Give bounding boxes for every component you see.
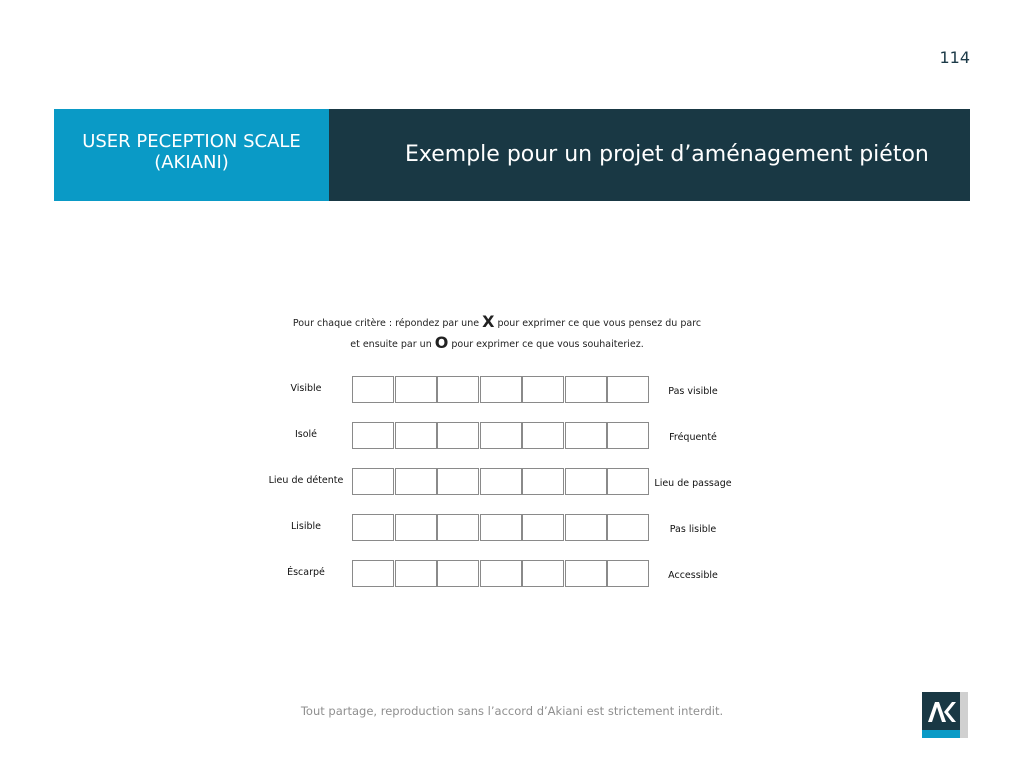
scale-boxes [352, 422, 650, 449]
rating-box[interactable] [607, 376, 649, 403]
scale-boxes [352, 560, 650, 587]
scale-left-label: Visible [290, 383, 322, 394]
instructions-line1-before: Pour chaque critère : répondez par une [292, 318, 483, 329]
rating-box[interactable] [565, 376, 607, 403]
rating-box[interactable] [565, 560, 607, 587]
akiani-logo-icon [922, 692, 968, 738]
rating-box[interactable] [395, 560, 437, 587]
instructions-line1-after: pour exprimer ce que vous pensez du parc [494, 318, 702, 329]
rating-box[interactable] [522, 560, 564, 587]
scale-row [0, 468, 1024, 496]
rating-box[interactable] [480, 514, 522, 541]
rating-box[interactable] [565, 468, 607, 495]
o-mark: O [434, 333, 449, 352]
rating-box[interactable] [437, 422, 479, 449]
rating-box[interactable] [437, 560, 479, 587]
scale-right-label: Accessible [668, 570, 718, 581]
rating-box[interactable] [480, 422, 522, 449]
header-left-line1: USER PECEPTION SCALE [82, 131, 301, 152]
rating-box[interactable] [480, 376, 522, 403]
scale-left-label: Lieu de détente [268, 475, 344, 486]
rating-box[interactable] [565, 422, 607, 449]
scale-row [0, 560, 1024, 588]
header-left-line2: (AKIANI) [154, 152, 229, 173]
instructions-line2-after: pour exprimer ce que vous souhaiteriez. [448, 339, 644, 350]
header-left-panel [54, 109, 329, 201]
rating-box[interactable] [437, 376, 479, 403]
rating-box[interactable] [395, 514, 437, 541]
rating-box[interactable] [437, 468, 479, 495]
scale-row [0, 376, 1024, 404]
instructions-line2-before: et ensuite par un [350, 339, 435, 350]
scale-left-label: Éscarpé [287, 567, 325, 578]
scale-boxes [352, 468, 650, 495]
rating-box[interactable] [480, 468, 522, 495]
scale-right-label: Lieu de passage [654, 478, 732, 489]
page-number: 114 [939, 48, 970, 67]
scale-right-label: Fréquenté [669, 432, 717, 443]
rating-box[interactable] [607, 468, 649, 495]
rating-box[interactable] [437, 514, 479, 541]
scale-row [0, 514, 1024, 542]
rating-box[interactable] [395, 468, 437, 495]
rating-box[interactable] [352, 376, 394, 403]
rating-box[interactable] [395, 376, 437, 403]
scale-boxes [352, 514, 650, 541]
rating-box[interactable] [522, 468, 564, 495]
scale-boxes [352, 376, 650, 403]
instructions-line1 [270, 312, 724, 333]
header-title: Exemple pour un projet d’aménagement piéton [329, 109, 970, 201]
scale-left-label: Isolé [294, 429, 318, 440]
rating-box[interactable] [480, 560, 522, 587]
x-mark: X [482, 312, 495, 331]
rating-box[interactable] [607, 514, 649, 541]
rating-box[interactable] [352, 422, 394, 449]
rating-box[interactable] [522, 514, 564, 541]
rating-box[interactable] [607, 560, 649, 587]
rating-box[interactable] [607, 422, 649, 449]
rating-box[interactable] [522, 422, 564, 449]
scale-right-label: Pas visible [668, 386, 718, 397]
scale-row [0, 422, 1024, 450]
rating-box[interactable] [522, 376, 564, 403]
instructions-line2 [270, 333, 724, 354]
rating-box[interactable] [395, 422, 437, 449]
scale-right-label: Pas lisible [669, 524, 717, 535]
rating-box[interactable] [352, 560, 394, 587]
rating-box[interactable] [352, 468, 394, 495]
footer-copyright: Tout partage, reproduction sans l’accord d’Akiani est strictement interdit. [300, 704, 724, 718]
header-band [54, 109, 970, 201]
scale-left-label: Lisible [290, 521, 322, 532]
rating-box[interactable] [352, 514, 394, 541]
instructions [270, 312, 724, 354]
rating-box[interactable] [565, 514, 607, 541]
